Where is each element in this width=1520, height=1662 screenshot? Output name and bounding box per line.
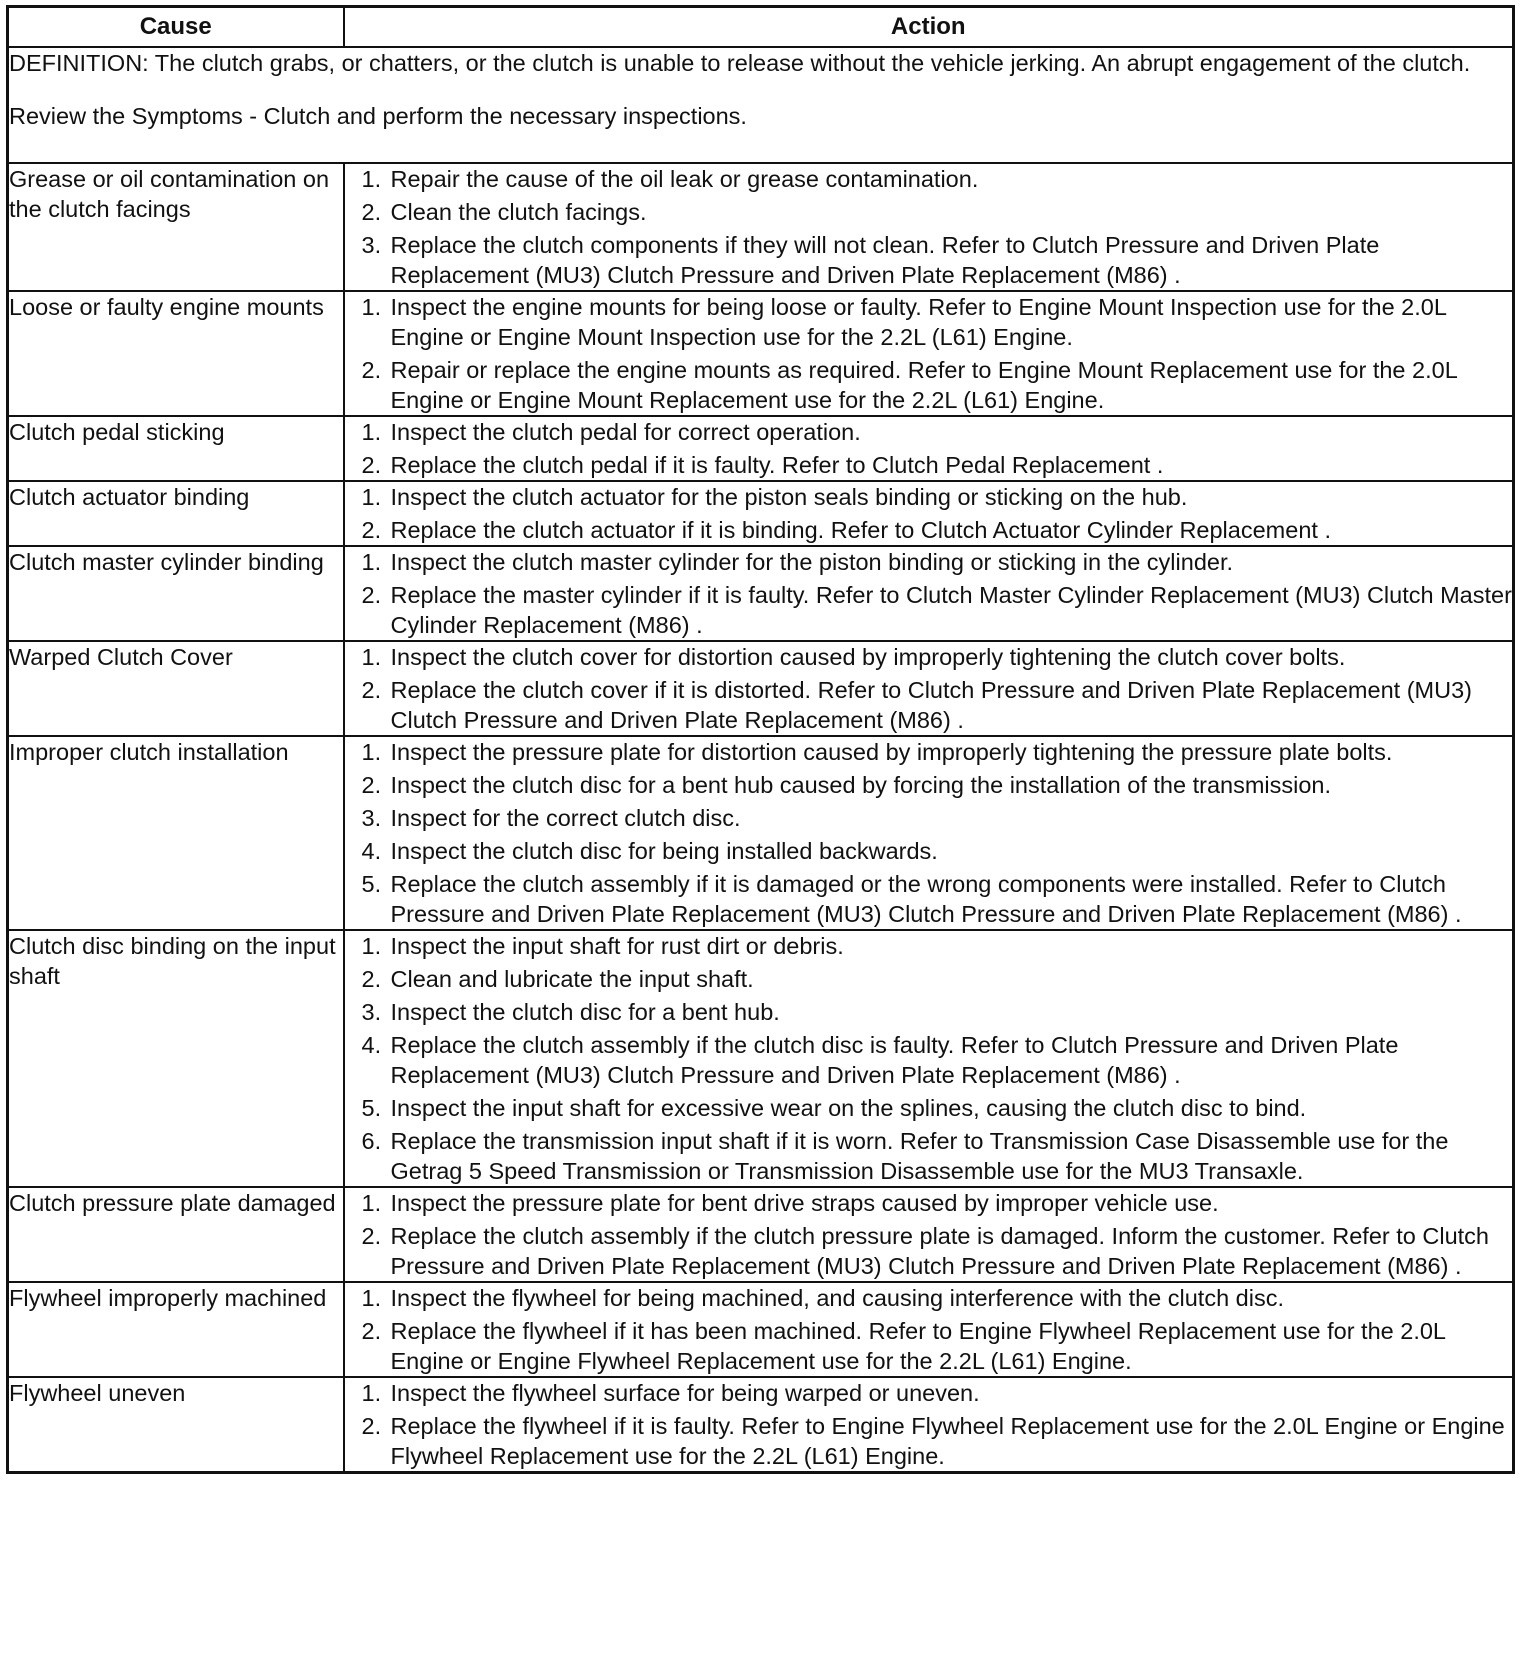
header-action: Action — [344, 7, 1514, 48]
action-step — [345, 547, 1513, 577]
step-text: Replace the master cylinder if it is faulty. Refer to Clutch Master Cylinder Replacement (MU3) Clutch Master Cylinder Replacement (M86) . — [390, 582, 1512, 638]
step-number: 1. — [361, 644, 382, 670]
diagnostic-table — [6, 5, 1515, 1474]
step-text: Clean and lubricate the input shaft. — [390, 966, 754, 992]
step-number: 2. — [361, 199, 382, 225]
action-step — [345, 292, 1513, 352]
action-step-list — [345, 1283, 1513, 1376]
action-step — [345, 803, 1513, 833]
step-number: 4. — [361, 838, 382, 864]
step-number: 2. — [361, 966, 382, 992]
review-text: Review the Symptoms - Clutch and perform the necessary inspections. — [9, 103, 747, 129]
step-number: 2. — [361, 1413, 382, 1439]
action-step — [345, 164, 1513, 194]
action-step — [345, 836, 1513, 866]
step-text: Inspect the clutch disc for a bent hub. — [390, 999, 780, 1025]
action-cell — [344, 481, 1514, 546]
table-row — [8, 546, 1514, 641]
step-text: Inspect the engine mounts for being loose or faulty. Refer to Engine Mount Inspection use for the 2.0L Engine or Engine Mount Inspection use for the 2.2L (L61) Engine. — [390, 294, 1447, 350]
step-text: Replace the clutch assembly if the clutch disc is faulty. Refer to Clutch Pressure and Driven Plate Replacement (MU3) Clutch Pressure and Driven Plate Replacement (M86) . — [390, 1032, 1399, 1088]
cause-cell: Flywheel improperly machined — [8, 1282, 344, 1377]
cause-cell: Flywheel uneven — [8, 1377, 344, 1473]
action-step — [345, 230, 1513, 290]
step-number: 2. — [361, 1223, 382, 1249]
action-step — [345, 737, 1513, 767]
action-step — [345, 931, 1513, 961]
action-cell — [344, 163, 1514, 291]
action-step-list — [345, 292, 1513, 415]
action-step — [345, 450, 1513, 480]
action-step — [345, 1283, 1513, 1313]
step-number: 3. — [361, 999, 382, 1025]
action-cell — [344, 1187, 1514, 1282]
action-cell — [344, 546, 1514, 641]
step-text: Replace the transmission input shaft if it is worn. Refer to Transmission Case Disassemble use for the Getrag 5 Speed Transmission or Transmission Disassemble use for the MU3 Transaxle. — [390, 1128, 1449, 1184]
cause-cell: Clutch pressure plate damaged — [8, 1187, 344, 1282]
step-text: Inspect for the correct clutch disc. — [390, 805, 741, 831]
step-number: 1. — [361, 1285, 382, 1311]
action-cell — [344, 930, 1514, 1187]
definition-text: DEFINITION: The clutch grabs, or chatters, or the clutch is unable to release without the vehicle jerking. An abrupt engagement of the clutch. — [9, 50, 1471, 76]
action-step — [345, 482, 1513, 512]
step-number: 1. — [361, 739, 382, 765]
cause-cell: Clutch disc binding on the input shaft — [8, 930, 344, 1187]
action-step — [345, 869, 1513, 929]
action-step — [345, 580, 1513, 640]
action-step — [345, 515, 1513, 545]
table-row — [8, 163, 1514, 291]
table-row — [8, 930, 1514, 1187]
step-number: 5. — [361, 871, 382, 897]
step-number: 2. — [361, 517, 382, 543]
table-row — [8, 641, 1514, 736]
table-row — [8, 291, 1514, 416]
action-step — [345, 1411, 1513, 1471]
step-number: 1. — [361, 419, 382, 445]
step-text: Replace the clutch assembly if it is damaged or the wrong components were installed. Refer to Clutch Pressure and Driven Plate Replacement (MU3) Clutch Pressure and Driven Plate Replacement (M86) . — [390, 871, 1462, 927]
step-number: 2. — [361, 582, 382, 608]
action-step-list — [345, 1378, 1513, 1471]
step-text: Replace the clutch assembly if the clutch pressure plate is damaged. Inform the customer. Refer to Clutch Pressure and Driven Plate Replacement (MU3) Clutch Pressure and Driven Plate Replacement (M86) . — [390, 1223, 1489, 1279]
action-step — [345, 355, 1513, 415]
step-text: Inspect the clutch disc for a bent hub caused by forcing the installation of the transmission. — [390, 772, 1332, 798]
cause-cell: Improper clutch installation — [8, 736, 344, 930]
step-number: 3. — [361, 232, 382, 258]
cause-cell: Warped Clutch Cover — [8, 641, 344, 736]
step-text: Inspect the flywheel surface for being warped or uneven. — [390, 1380, 980, 1406]
action-step-list — [345, 417, 1513, 480]
step-number: 1. — [361, 484, 382, 510]
step-text: Inspect the clutch pedal for correct operation. — [390, 419, 861, 445]
cause-cell: Loose or faulty engine mounts — [8, 291, 344, 416]
action-step-list — [345, 1188, 1513, 1281]
step-text: Inspect the flywheel for being machined, and causing interference with the clutch disc. — [390, 1285, 1285, 1311]
action-step — [345, 964, 1513, 994]
header-cause: Cause — [8, 7, 344, 48]
cause-cell: Clutch actuator binding — [8, 481, 344, 546]
action-step — [345, 1030, 1513, 1090]
step-text: Inspect the input shaft for excessive wear on the splines, causing the clutch disc to bind. — [390, 1095, 1307, 1121]
action-cell — [344, 641, 1514, 736]
action-cell — [344, 416, 1514, 481]
action-step-list — [345, 547, 1513, 640]
action-step — [345, 1126, 1513, 1186]
step-number: 1. — [361, 549, 382, 575]
step-text: Repair the cause of the oil leak or grease contamination. — [390, 166, 979, 192]
action-step-list — [345, 931, 1513, 1186]
step-number: 2. — [361, 452, 382, 478]
action-cell — [344, 1282, 1514, 1377]
step-text: Inspect the clutch disc for being installed backwards. — [390, 838, 938, 864]
action-step — [345, 1316, 1513, 1376]
action-step — [345, 1188, 1513, 1218]
step-number: 5. — [361, 1095, 382, 1121]
step-number: 2. — [361, 357, 382, 383]
action-step-list — [345, 642, 1513, 735]
step-text: Inspect the pressure plate for distortion caused by improperly tightening the pressure plate bolts. — [390, 739, 1393, 765]
step-text: Inspect the clutch master cylinder for the piston binding or sticking in the cylinder. — [390, 549, 1234, 575]
action-step — [345, 417, 1513, 447]
table-row — [8, 1282, 1514, 1377]
action-step — [345, 1221, 1513, 1281]
action-step — [345, 675, 1513, 735]
action-step-list — [345, 737, 1513, 929]
action-cell — [344, 291, 1514, 416]
step-number: 2. — [361, 772, 382, 798]
step-number: 2. — [361, 677, 382, 703]
table-row — [8, 1187, 1514, 1282]
action-step — [345, 642, 1513, 672]
table-header-row — [8, 7, 1514, 48]
step-text: Inspect the clutch actuator for the piston seals binding or sticking on the hub. — [390, 484, 1188, 510]
table-row — [8, 416, 1514, 481]
action-step-list — [345, 164, 1513, 290]
action-cell — [344, 1377, 1514, 1473]
step-text: Clean the clutch facings. — [390, 199, 647, 225]
action-step — [345, 997, 1513, 1027]
table-row — [8, 481, 1514, 546]
action-step — [345, 1093, 1513, 1123]
step-number: 6. — [361, 1128, 382, 1154]
action-step-list — [345, 482, 1513, 545]
step-text: Replace the clutch actuator if it is binding. Refer to Clutch Actuator Cylinder Replacement . — [390, 517, 1331, 543]
step-number: 1. — [361, 933, 382, 959]
step-text: Replace the flywheel if it has been machined. Refer to Engine Flywheel Replacement use for the 2.0L Engine or Engine Flywheel Replacement use for the 2.2L (L61) Engine. — [390, 1318, 1446, 1374]
step-text: Replace the clutch components if they will not clean. Refer to Clutch Pressure and Driven Plate Replacement (MU3) Clutch Pressure and Driven Plate Replacement (M86) . — [390, 232, 1380, 288]
step-text: Replace the clutch pedal if it is faulty. Refer to Clutch Pedal Replacement . — [390, 452, 1164, 478]
step-number: 4. — [361, 1032, 382, 1058]
step-text: Inspect the input shaft for rust dirt or debris. — [390, 933, 844, 959]
step-number: 1. — [361, 294, 382, 320]
cause-cell: Grease or oil contamination on the clutch facings — [8, 163, 344, 291]
step-text: Inspect the pressure plate for bent drive straps caused by improper vehicle use. — [390, 1190, 1219, 1216]
step-text: Replace the flywheel if it is faulty. Refer to Engine Flywheel Replacement use for the 2.0L Engine or Engine Flywheel Replacement use for the 2.2L (L61) Engine. — [390, 1413, 1505, 1469]
definition-cell — [8, 47, 1514, 163]
action-step — [345, 197, 1513, 227]
step-text: Repair or replace the engine mounts as required. Refer to Engine Mount Replacement use for the 2.0L Engine or Engine Mount Replacement use for the 2.2L (L61) Engine. — [390, 357, 1457, 413]
table-row — [8, 1377, 1514, 1473]
cause-cell: Clutch master cylinder binding — [8, 546, 344, 641]
cause-cell: Clutch pedal sticking — [8, 416, 344, 481]
step-number: 3. — [361, 805, 382, 831]
action-cell — [344, 736, 1514, 930]
step-number: 1. — [361, 1190, 382, 1216]
step-number: 1. — [361, 166, 382, 192]
step-text: Inspect the clutch cover for distortion caused by improperly tightening the clutch cover bolts. — [390, 644, 1346, 670]
step-number: 2. — [361, 1318, 382, 1344]
table-row — [8, 736, 1514, 930]
action-step — [345, 770, 1513, 800]
step-number: 1. — [361, 1380, 382, 1406]
step-text: Replace the clutch cover if it is distorted. Refer to Clutch Pressure and Driven Plate Replacement (MU3) Clutch Pressure and Driven Plate Replacement (M86) . — [390, 677, 1472, 733]
definition-row — [8, 47, 1514, 163]
action-step — [345, 1378, 1513, 1408]
